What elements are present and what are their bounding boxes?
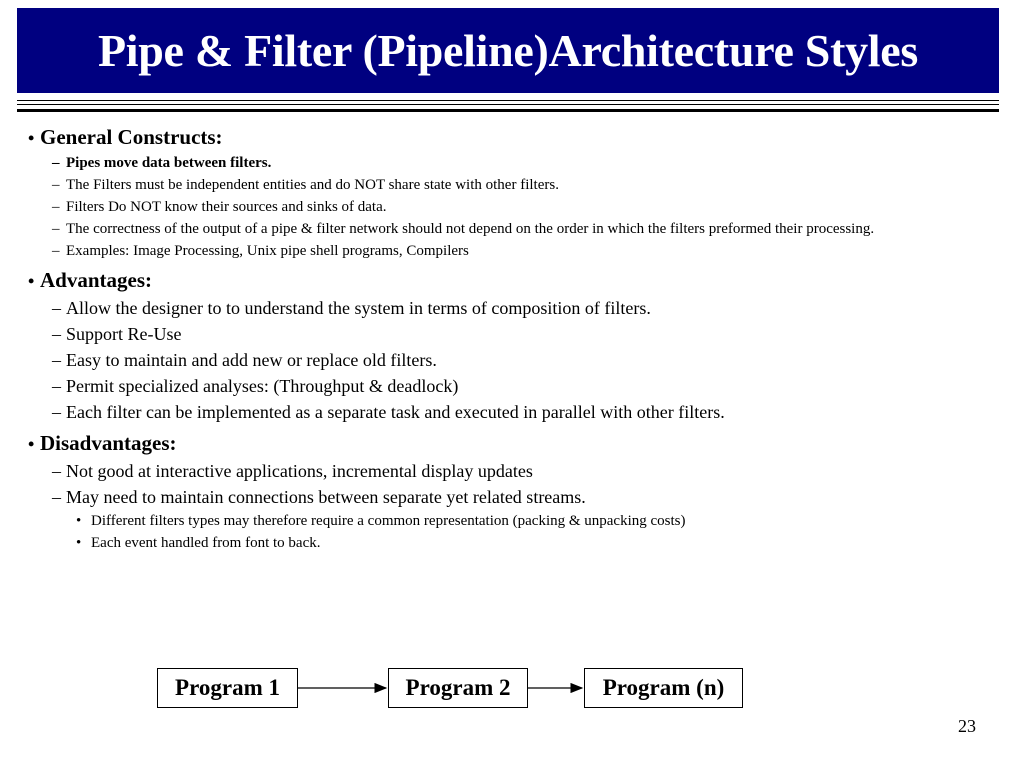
pipeline-box-program-n: Program (n) [584,668,743,708]
list-item: – Not good at interactive applications, incremental display updates [52,461,533,481]
bullet-icon: • [76,513,82,529]
list-item: – Easy to maintain and add new or replace old filters. [52,350,437,370]
list-item: – Permit specialized analyses: (Throughput & deadlock) [52,376,459,396]
section-heading: General Constructs: [40,125,223,149]
pipeline-box-program-1: Program 1 [157,668,298,708]
page-number: 23 [958,716,976,736]
list-item: – Each filter can be implemented as a separate task and executed in parallel with other filters. [52,402,725,422]
list-item: – Filters Do NOT know their sources and sinks of data. [52,199,387,215]
bullet-icon: • [28,128,35,148]
list-item: – The correctness of the output of a pipe & filter network should not depend on the order in which the filters preformed their processing. [52,221,875,237]
list-item: – Support Re-Use [52,324,182,344]
list-item: – May need to maintain connections between separate yet related streams. [52,487,586,507]
pipeline-box-program-2: Program 2 [388,668,528,708]
bullet-icon: • [28,434,35,454]
list-item: – Examples: Image Processing, Unix pipe shell programs, Compilers [52,243,469,259]
slide-title: Pipe & Filter (Pipeline)Architecture Styles [98,25,918,76]
section-heading: Disadvantages: [40,431,177,455]
list-item: – Allow the designer to to understand the system in terms of composition of filters. [52,298,651,318]
bullet-icon: • [76,535,82,551]
list-item: – Pipes move data between filters. [52,155,272,171]
bullet-icon: • [28,271,35,291]
sub-list-item: • Each event handled from font to back. [76,535,321,551]
sub-list-item: • Different filters types may therefore require a common representation (packing & unpacking costs) [76,513,686,529]
section-heading: Advantages: [40,268,153,292]
list-item: – The Filters must be independent entities and do NOT share state with other filters. [52,177,559,193]
